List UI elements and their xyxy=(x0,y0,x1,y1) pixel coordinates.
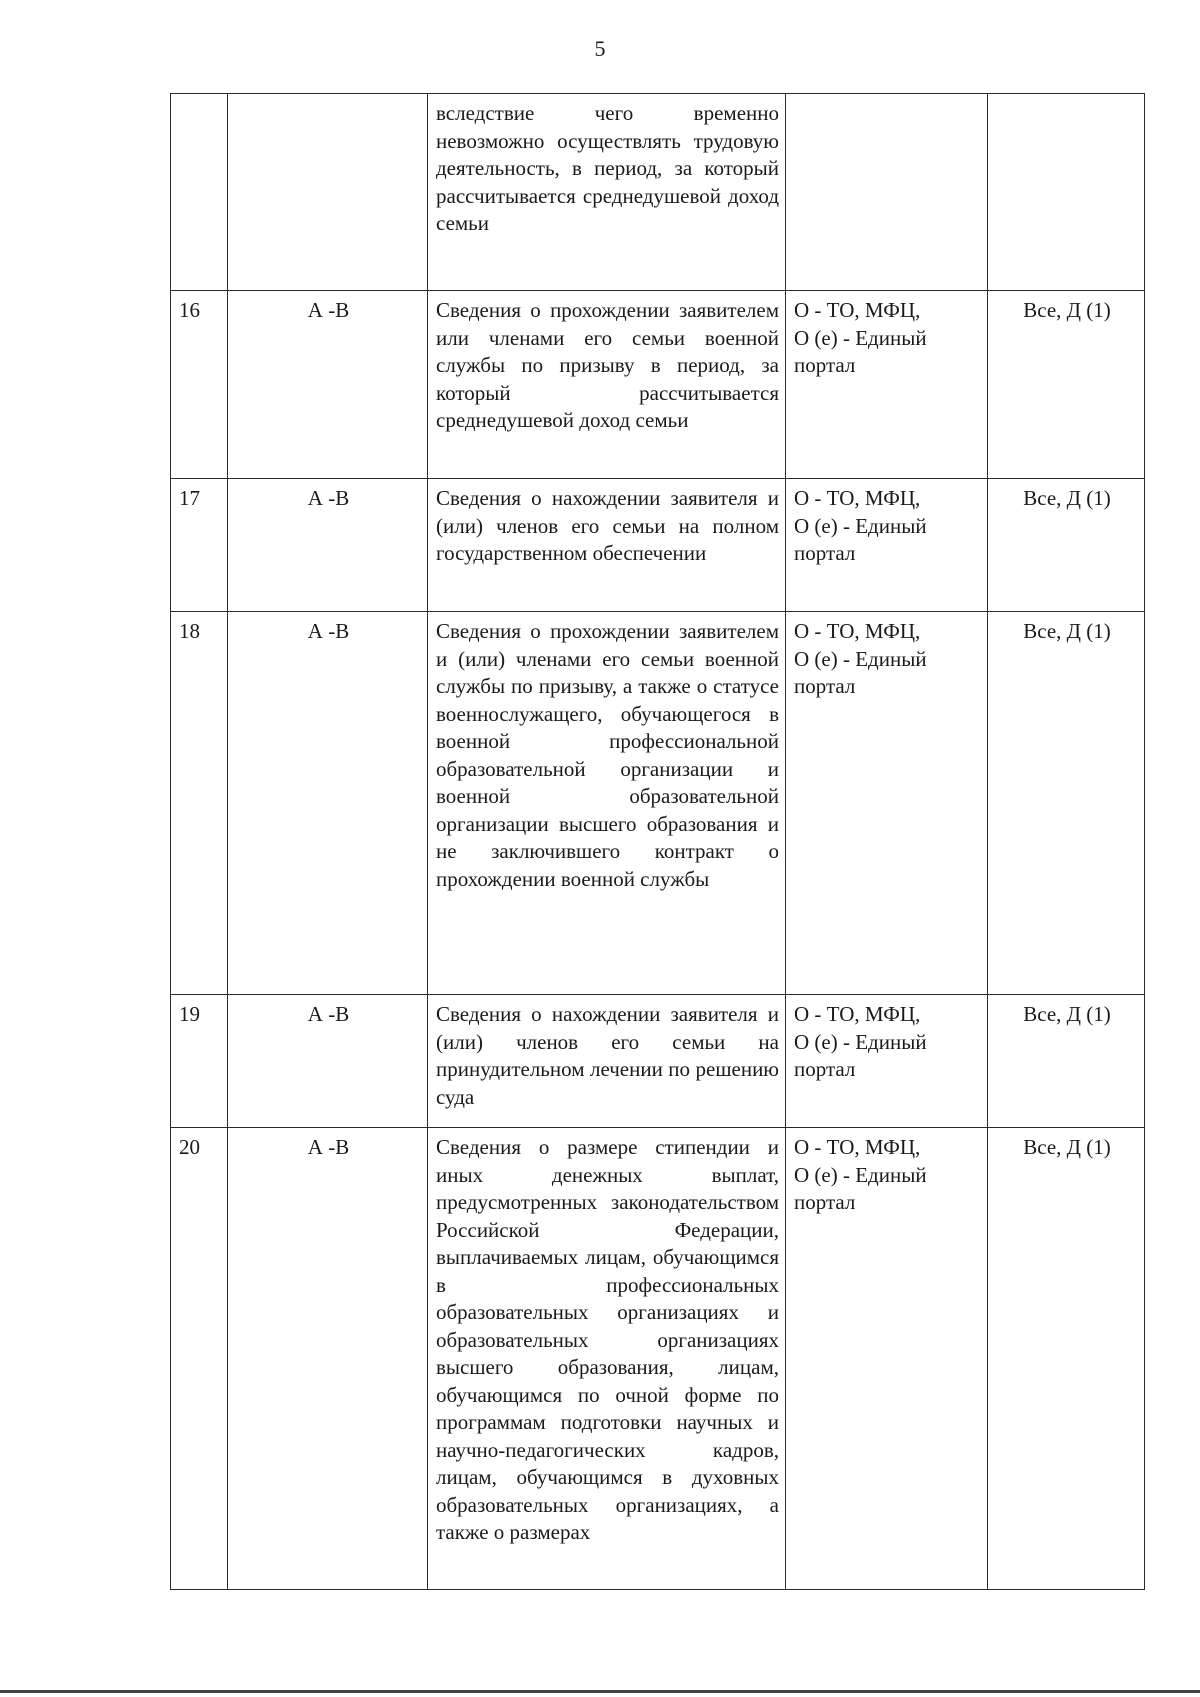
category-code-cell: А -В xyxy=(228,995,428,1128)
row-number-cell: 18 xyxy=(171,612,228,995)
source-line: портал xyxy=(794,353,856,377)
source-line: О - ТО, МФЦ, xyxy=(794,298,921,322)
applicability-cell xyxy=(988,94,1145,291)
source-line: О (е) - Единый xyxy=(794,1162,927,1187)
source-line: О (е) - Единый xyxy=(794,1029,927,1054)
applicability-cell: Все, Д (1) xyxy=(988,995,1145,1128)
bottom-rule xyxy=(0,1690,1200,1693)
document-table xyxy=(170,93,1145,1590)
source-line: портал xyxy=(794,1190,856,1214)
category-code-cell xyxy=(228,94,428,291)
row-number-cell: 16 xyxy=(171,291,228,479)
row-number-cell: 20 xyxy=(171,1128,228,1590)
source-line: О - ТО, МФЦ, xyxy=(794,1135,921,1159)
description-cell xyxy=(428,612,786,995)
category-code-cell: А -В xyxy=(228,479,428,612)
table-row xyxy=(171,291,1145,479)
description-cell xyxy=(428,291,786,479)
description-cell xyxy=(428,94,786,291)
source-line: О (е) - Единый xyxy=(794,513,927,538)
description-text: Сведения о прохождении заявителем или членами его семьи военной службы по призыву в период, за который рассчитывается среднедушевой доход семьи xyxy=(436,298,779,432)
applicability-cell: Все, Д (1) xyxy=(988,1128,1145,1590)
table-row xyxy=(171,479,1145,612)
source-cell xyxy=(786,291,988,479)
description-cell xyxy=(428,1128,786,1590)
page-number: 5 xyxy=(594,36,606,61)
table-row xyxy=(171,995,1145,1128)
row-number-cell: 19 xyxy=(171,995,228,1128)
table-row xyxy=(171,612,1145,995)
description-cell xyxy=(428,995,786,1128)
source-cell xyxy=(786,94,988,291)
source-cell xyxy=(786,479,988,612)
source-line: О - ТО, МФЦ, xyxy=(794,1002,921,1026)
source-line: О - ТО, МФЦ, xyxy=(794,619,921,643)
table-row xyxy=(171,94,1145,291)
source-line: портал xyxy=(794,541,856,565)
source-line: портал xyxy=(794,1057,856,1081)
category-code-cell: А -В xyxy=(228,1128,428,1590)
source-cell xyxy=(786,1128,988,1590)
row-number-cell xyxy=(171,94,228,291)
source-line: О (е) - Единый xyxy=(794,325,927,350)
category-code-cell: А -В xyxy=(228,291,428,479)
description-text: Сведения о размере стипендии и иных денежных выплат, предусмотренных законодательством Российской Федерации, выплачиваемых лицам, обучающимся в профессиональных образовательных организациях и образовательных организациях высшего образования, лицам, обучающимся по очной форме по программам подготовки научных и научно-педагогических кадров, лицам, обучающимся в духовных образовательных организациях, а также о размерах xyxy=(436,1135,779,1544)
applicability-cell: Все, Д (1) xyxy=(988,479,1145,612)
table-row xyxy=(171,1128,1145,1590)
row-number-cell: 17 xyxy=(171,479,228,612)
source-line: О (е) - Единый xyxy=(794,646,927,671)
description-text: Сведения о нахождении заявителя и (или) членов его семьи на полном государственном обеспечении xyxy=(436,486,779,565)
source-cell xyxy=(786,995,988,1128)
applicability-cell: Все, Д (1) xyxy=(988,612,1145,995)
source-line: портал xyxy=(794,674,856,698)
applicability-cell: Все, Д (1) xyxy=(988,291,1145,479)
category-code-cell: А -В xyxy=(228,612,428,995)
source-line: О - ТО, МФЦ, xyxy=(794,486,921,510)
description-text: Сведения о нахождении заявителя и (или) членов его семьи на принудительном лечении по решению суда xyxy=(436,1002,779,1109)
description-cell xyxy=(428,479,786,612)
description-text: вследствие чего временно невозможно осуществлять трудовую деятельность, в период, за который рассчитывается среднедушевой доход семьи xyxy=(436,101,779,235)
source-cell xyxy=(786,612,988,995)
description-text: Сведения о прохождении заявителем и (или) членами его семьи военной службы по призыву, а также о статусе военнослужащего, обучающегося в военной профессиональной образовательной организации и военной образовательной организации высшего образования и не заключившего контракт о прохождении военной службы xyxy=(436,619,779,891)
